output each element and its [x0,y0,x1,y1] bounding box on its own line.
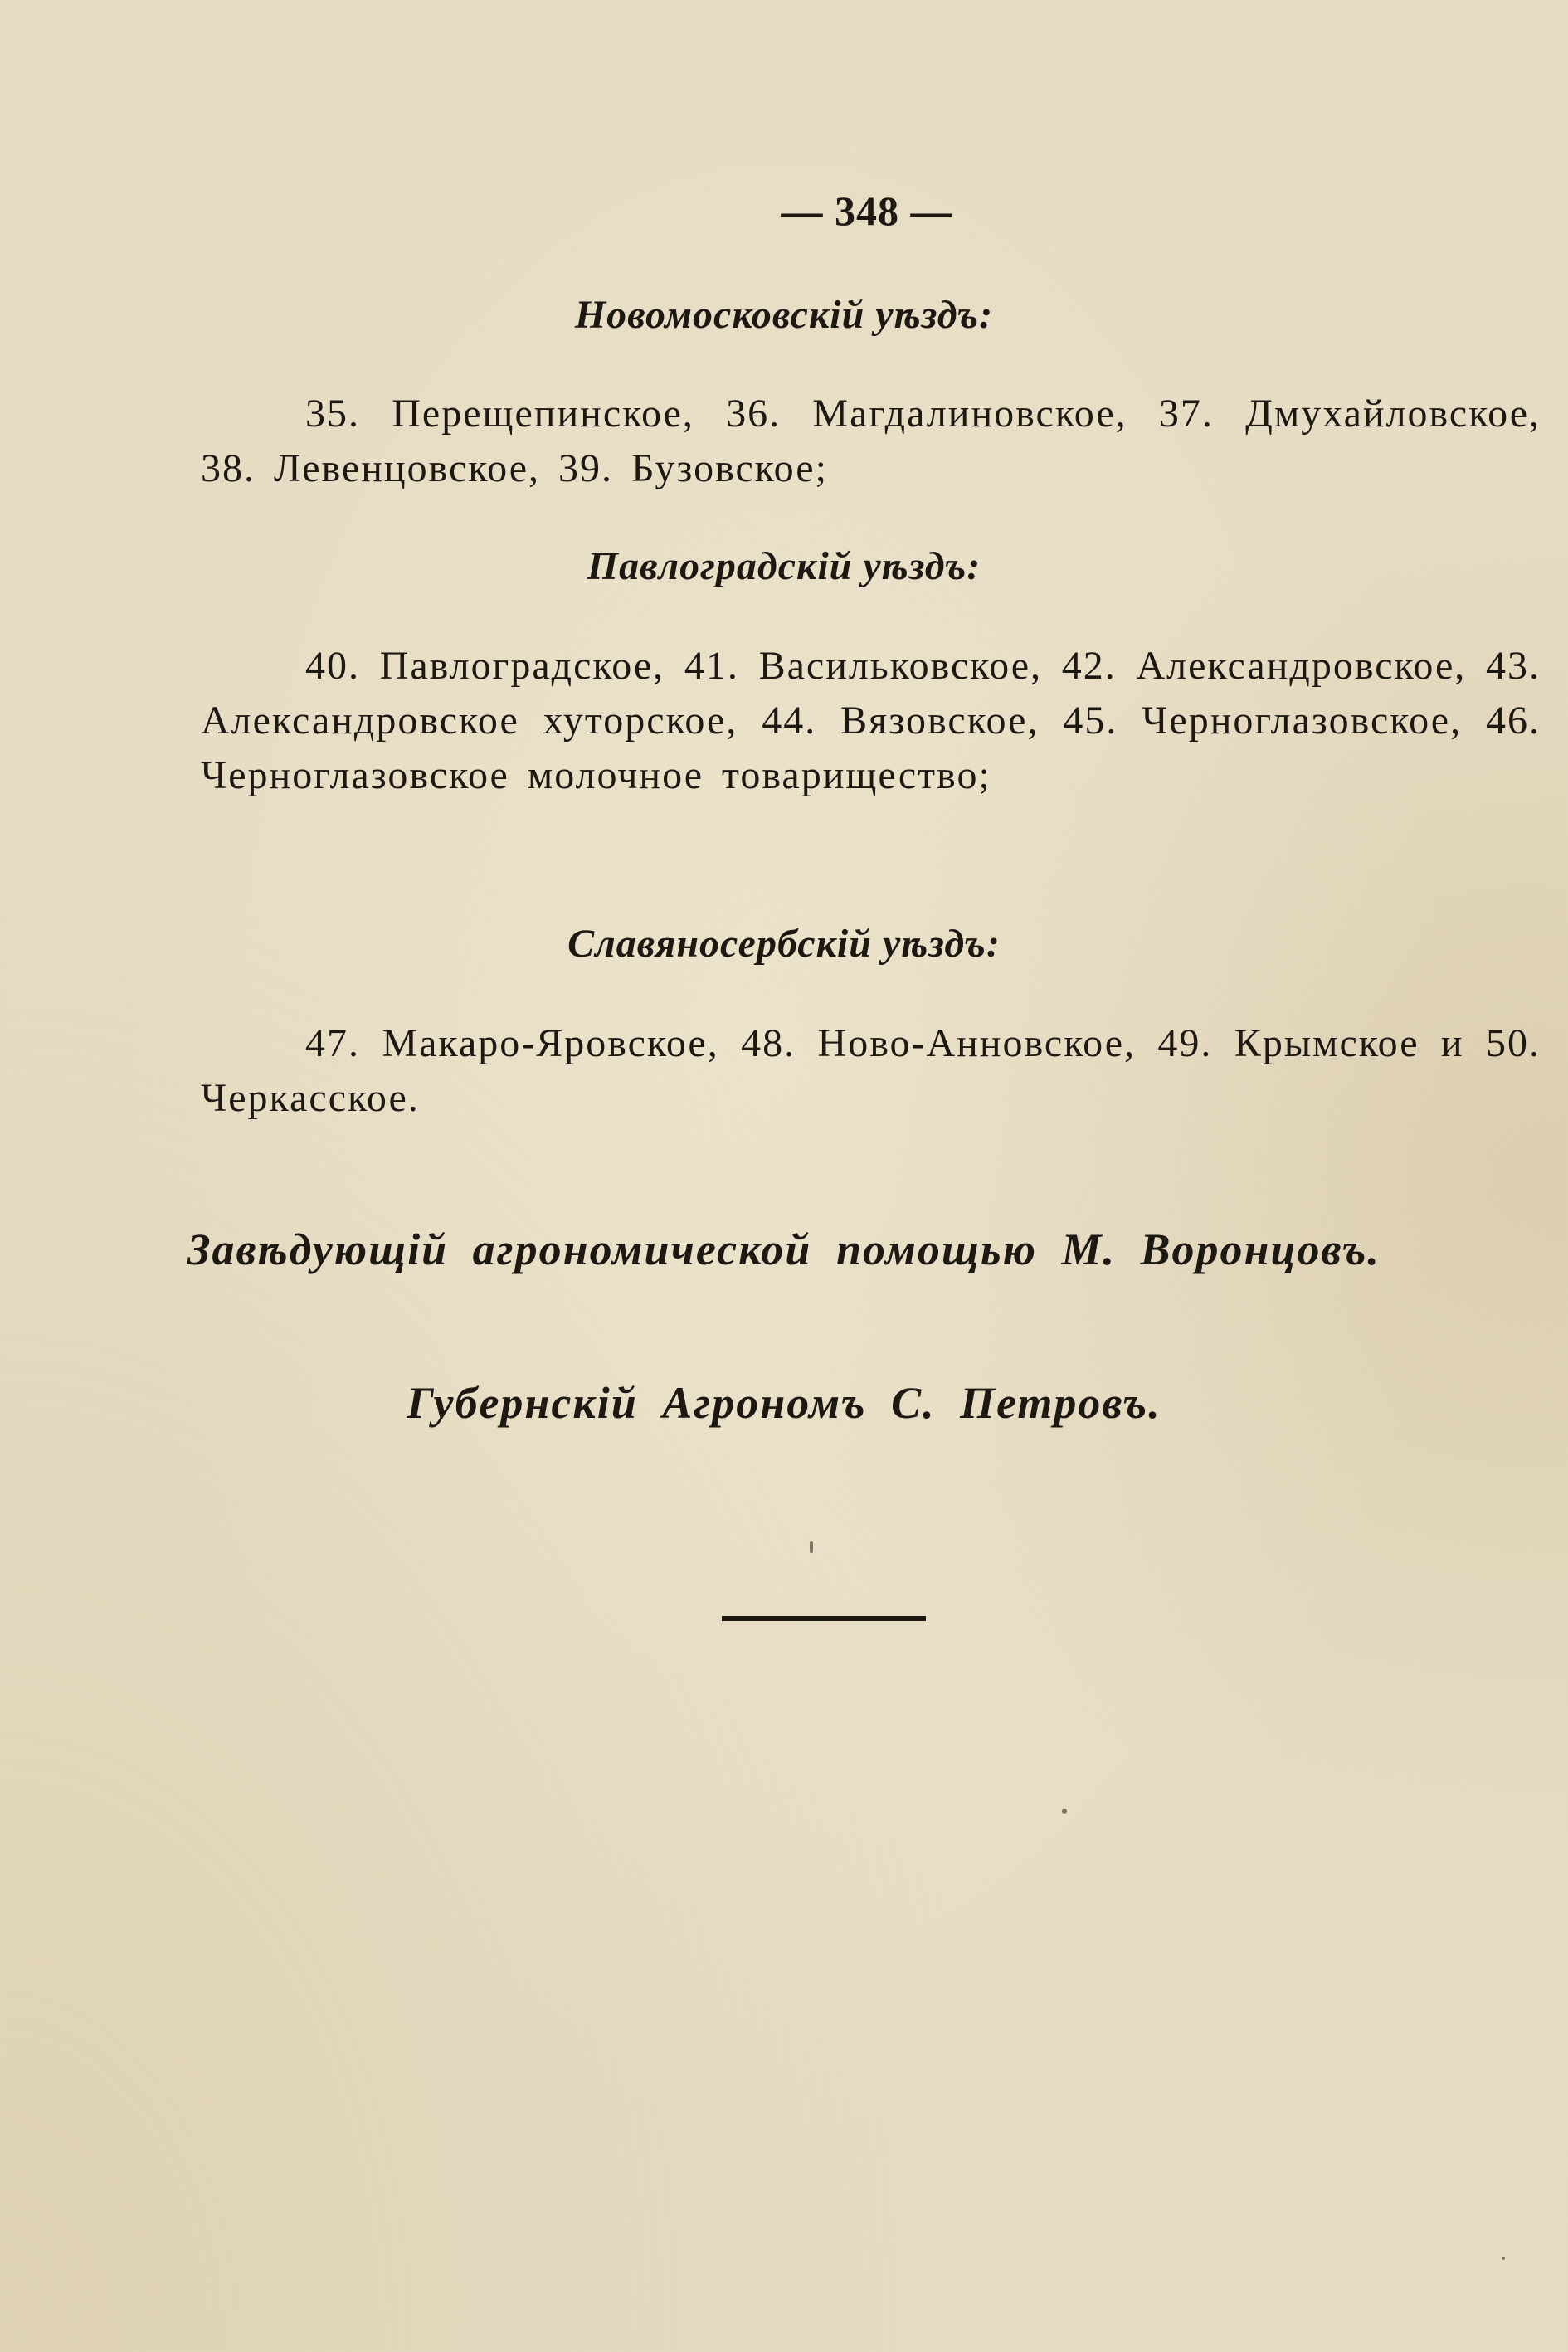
section-heading-slavyanoserbsky: Славяносербскій уѣздъ: [567,922,1001,966]
section-text-pavlogradsky: 40. Павлоградское, 41. Васильковское, 42. Александровское, 43. Александровское хуторское, 44. Вязовское, 45. Черноглазовское, 46. Черноглазовское молочное товарищество; [201,644,1541,797]
page-number: — 348 — [781,187,953,234]
closing-rule [722,1616,926,1621]
paper-speck [1062,1809,1067,1814]
section-text-slavyanoserbsky: 47. Макаро-Яровское, 48. Ново-Анновское, 49. Крымское и 50. Черкасское. [201,1021,1541,1120]
section-heading-pavlogradsky: Павлоградскій уѣздъ: [587,544,981,588]
paper-speck [1502,2257,1505,2260]
section-text-novomoskovsky: 35. Перещепинское, 36. Магдалиновское, 37. Дмухайловское, 38. Левенцовское, 39. Бузовское; [201,392,1541,490]
paper-speck [810,1541,813,1553]
section-heading-novomoskovsky: Новомосковскій уѣздъ: [574,293,994,337]
signature-provincial-agronomist: Губернскій Агрономъ С. Петровъ. [407,1378,1161,1428]
signature-agronomic-manager: Завѣдующій агрономической помощью М. Воронцовъ. [187,1225,1381,1274]
